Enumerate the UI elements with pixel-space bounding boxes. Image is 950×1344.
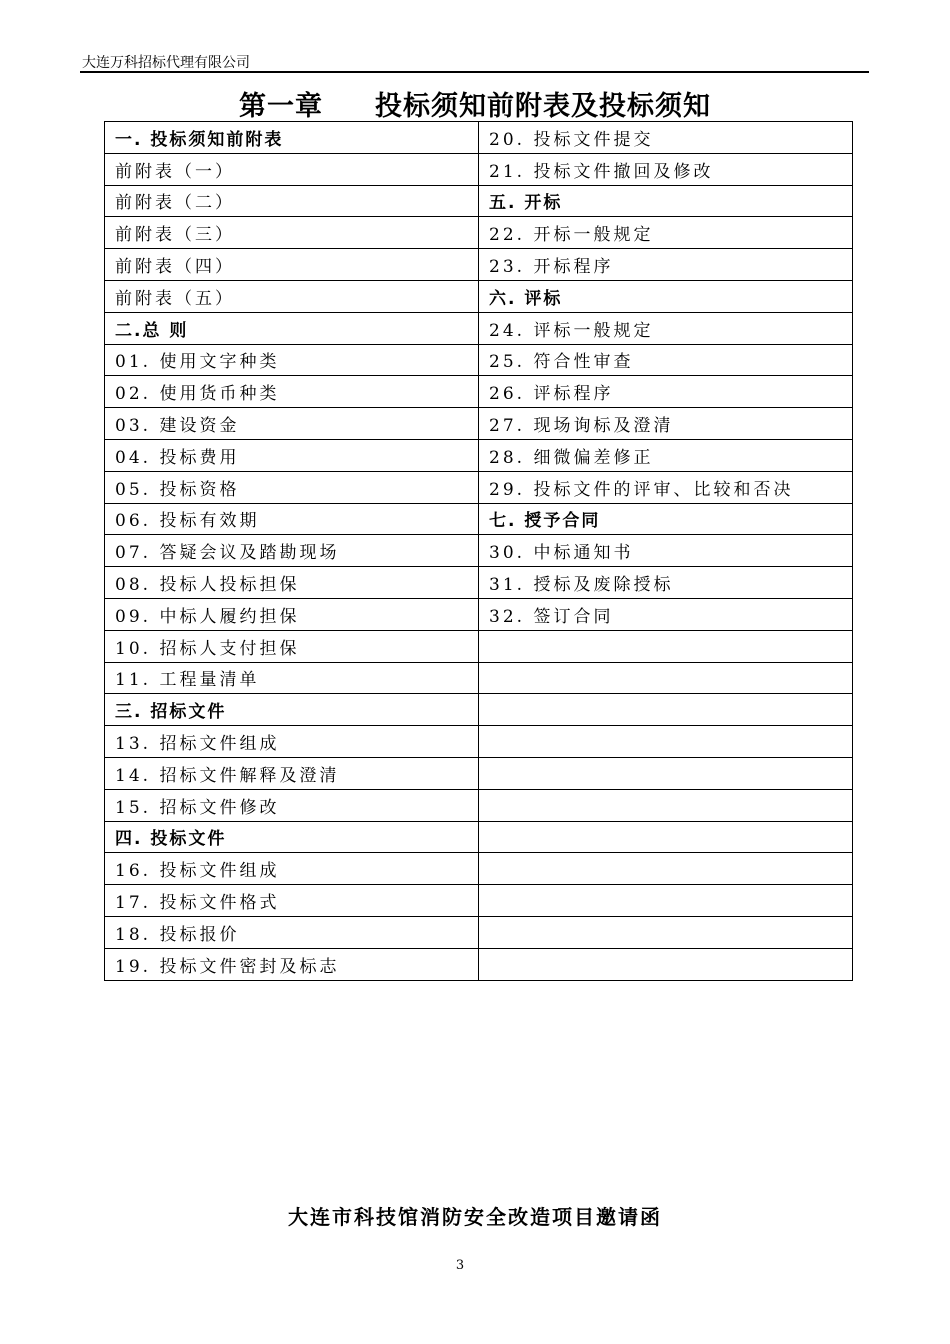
toc-row [105, 821, 853, 853]
page-number: 3 [455, 1258, 465, 1273]
toc-cell-right: 28. 细微偏差修正 [479, 439, 853, 471]
toc-cell-right [479, 948, 853, 980]
toc-cell-left: 13. 招标文件组成 [105, 726, 479, 758]
toc-row [105, 249, 853, 281]
toc-cell-right [479, 662, 853, 694]
toc-row [105, 567, 853, 599]
toc-cell-right: 五. 开标 [479, 185, 853, 217]
toc-cell-left: 15. 招标文件修改 [105, 789, 479, 821]
toc-cell-left: 18. 投标报价 [105, 916, 479, 948]
toc-cell-right [479, 789, 853, 821]
toc-row [105, 185, 853, 217]
toc-row [105, 885, 853, 917]
toc-row [105, 153, 853, 185]
toc-cell-right: 22. 开标一般规定 [479, 217, 853, 249]
toc-cell-right: 25. 符合性审查 [479, 344, 853, 376]
toc-row [105, 630, 853, 662]
toc-cell-left: 二.总 则 [105, 312, 479, 344]
toc-cell-left: 前附表（四） [105, 249, 479, 281]
toc-cell-right: 30. 中标通知书 [479, 535, 853, 567]
toc-cell-left: 16. 投标文件组成 [105, 853, 479, 885]
toc-row [105, 757, 853, 789]
toc-cell-left: 11. 工程量清单 [105, 662, 479, 694]
toc-cell-left: 前附表（三） [105, 217, 479, 249]
toc-row [105, 662, 853, 694]
toc-row [105, 853, 853, 885]
toc-cell-left: 02. 使用货币种类 [105, 376, 479, 408]
toc-cell-right [479, 885, 853, 917]
toc-cell-left: 09. 中标人履约担保 [105, 598, 479, 630]
toc-row [105, 694, 853, 726]
toc-cell-right: 26. 评标程序 [479, 376, 853, 408]
toc-row [105, 948, 853, 980]
toc-row [105, 122, 853, 154]
toc-cell-left: 05. 投标资格 [105, 471, 479, 503]
toc-cell-left: 10. 招标人支付担保 [105, 630, 479, 662]
toc-cell-right [479, 853, 853, 885]
toc-cell-right: 20. 投标文件提交 [479, 122, 853, 154]
toc-cell-right: 六. 评标 [479, 280, 853, 312]
toc-row [105, 916, 853, 948]
toc-cell-right [479, 757, 853, 789]
toc-cell-right: 24. 评标一般规定 [479, 312, 853, 344]
toc-cell-left: 04. 投标费用 [105, 439, 479, 471]
toc-cell-right [479, 694, 853, 726]
toc-cell-left: 前附表（一） [105, 153, 479, 185]
toc-table [104, 121, 853, 981]
toc-cell-left: 06. 投标有效期 [105, 503, 479, 535]
toc-cell-right [479, 630, 853, 662]
toc-row [105, 471, 853, 503]
toc-cell-left: 前附表（五） [105, 280, 479, 312]
toc-cell-right: 29. 投标文件的评审、比较和否决 [479, 471, 853, 503]
toc-cell-right [479, 916, 853, 948]
toc-cell-right [479, 821, 853, 853]
toc-cell-left: 03. 建设资金 [105, 408, 479, 440]
toc-cell-left: 07. 答疑会议及踏勘现场 [105, 535, 479, 567]
toc-cell-right: 21. 投标文件撤回及修改 [479, 153, 853, 185]
toc-cell-left: 前附表（二） [105, 185, 479, 217]
toc-row [105, 598, 853, 630]
toc-row [105, 726, 853, 758]
toc-body [105, 122, 853, 981]
project-title: 大连市科技馆消防安全改造项目邀请函 [288, 1205, 662, 1229]
toc-row [105, 217, 853, 249]
chapter-title: 第一章 投标须知前附表及投标须知 [239, 91, 711, 122]
toc-row [105, 376, 853, 408]
toc-cell-right: 27. 现场询标及澄清 [479, 408, 853, 440]
header-divider [80, 71, 869, 73]
toc-cell-right: 七. 授予合同 [479, 503, 853, 535]
toc-row [105, 408, 853, 440]
toc-cell-right: 32. 签订合同 [479, 598, 853, 630]
header-company: 大连万科招标代理有限公司 [82, 55, 250, 71]
toc-cell-left: 01. 使用文字种类 [105, 344, 479, 376]
toc-row [105, 312, 853, 344]
toc-row [105, 503, 853, 535]
toc-row [105, 535, 853, 567]
toc-row [105, 439, 853, 471]
toc-cell-left: 17. 投标文件格式 [105, 885, 479, 917]
toc-cell-right: 23. 开标程序 [479, 249, 853, 281]
toc-cell-left: 一. 投标须知前附表 [105, 122, 479, 154]
toc-cell-left: 19. 投标文件密封及标志 [105, 948, 479, 980]
toc-cell-right: 31. 授标及废除授标 [479, 567, 853, 599]
toc-cell-left: 08. 投标人投标担保 [105, 567, 479, 599]
toc-cell-left: 14. 招标文件解释及澄清 [105, 757, 479, 789]
toc-cell-right [479, 726, 853, 758]
toc-row [105, 789, 853, 821]
toc-row [105, 344, 853, 376]
toc-cell-left: 三. 招标文件 [105, 694, 479, 726]
toc-cell-left: 四. 投标文件 [105, 821, 479, 853]
toc-row [105, 280, 853, 312]
